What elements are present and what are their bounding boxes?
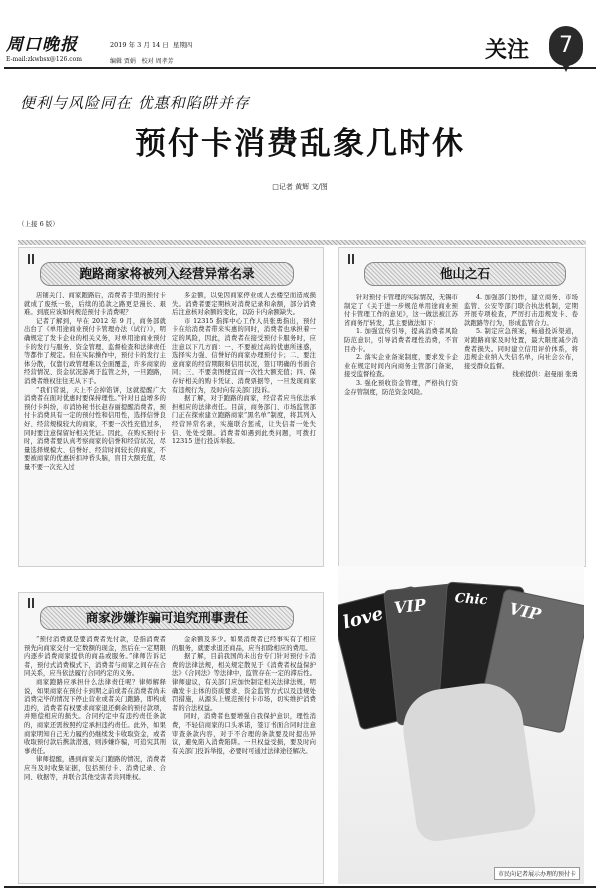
prepaid-card: love [338, 585, 446, 730]
box2-paragraph: 律师提醒，遇到商家关门跑路的情况，消费者应当及时收集证据，包括预付卡、消费记录、合同、收据等，并联合其他受害者共同维权。 [24, 756, 166, 781]
sidebar-paragraph: 2. 落实企业备案制度，要求发卡企业在规定时间内向商务主管部门备案，接受监督检查。 [344, 354, 458, 379]
box2-paragraph: 同时，消费者也要增强自我保护意识，理性消费，不轻信商家的口头承诺，签订书面合同时注意审查条款内容，对于不合理的条款要及时提出异议，避免陷入消费陷阱。一旦权益受损，要及时向有关部门投诉举报，必要时可通过法律途径解决。 [172, 713, 316, 755]
footer-rule [4, 886, 596, 888]
section-label: 关注 [485, 37, 530, 63]
top-shaded-band [18, 240, 586, 245]
box1-title: 跑路商家将被列入经营异常名录 [40, 262, 294, 286]
prepaid-card: VIP [477, 588, 584, 733]
header-rule [4, 67, 596, 69]
article-deck: 便利与风险同在 优惠和陷阱并存 [20, 94, 250, 112]
box1-marker [28, 254, 34, 264]
article-byline: □记者 黄辉 文/图 [272, 183, 328, 191]
issue-date: 2019 年 3 月 14 日 [110, 41, 169, 49]
sidebar-title: 他山之石 [364, 262, 566, 286]
box2-paragraph: “预付消费就是要消费者先付款，是指消费者预先向商家交付一定数额的现金，然后在一定期限内逐步消费商家提供的商品或服务。”律师告诉记者，预付式消费模式下，消费者与商家之间存在合同关系，应当依法履行合同约定的义务。 [24, 636, 166, 678]
box2-paragraph: 据了解，目前我国尚未出台专门针对预付卡消费的法律法规，相关规定散见于《消费者权益保护法》《合同法》等法律中，监管存在一定的滞后性。律师建议，有关部门应加快制定相关法律法规，明确发卡主体的资质要求、资金监管方式以及违规处罚措施，从源头上规范预付卡市场，切实维护消费者的合法权益。 [172, 653, 316, 712]
box2-marker [28, 598, 34, 608]
box1-column-right [172, 292, 316, 562]
page-number-badge: 7 [549, 26, 583, 66]
prepaid-card: Chic [437, 581, 524, 724]
article-headline: 预付卡消费乱象几时休 [135, 126, 465, 162]
newspaper-logo: 周口晚报 [6, 35, 78, 55]
sidebar-paragraph: 3. 强化预收资金管理，严格执行资金存管制度，防范资金风险。 [344, 379, 458, 396]
editor-name: 编辑 贾娟 [110, 58, 136, 65]
prepaid-card: VIP [383, 582, 477, 726]
sidebar-column-right [464, 294, 578, 464]
contact-email: E-mail:zkwbsx@126.com [6, 56, 82, 63]
prepaid-cards-photo [338, 566, 584, 884]
box2-column-left [24, 636, 166, 876]
sidebar-paragraph: 线索提供：赵曼丽 张勇 [512, 371, 578, 379]
box1-paragraph: 市 12315 指挥中心工作人员张勇指出，预付卡在给消费者带来实惠的同时，消费者也承担着一定的风险，因此，消费者在接受预付卡服务时，应注意以下几方面：一、不要被过高的优惠所迷惑，选择实力强、信誉好的商家办理预付卡；二、要注意商家的经营期限和信用状况，签订明确的书面合同；三、不要贪图便宜而一次性大额充值；四、保存好相关的购卡凭证、消费票据等，一旦发现商家有违规行为，及时向有关部门投诉。 [172, 317, 316, 394]
hand-holding-cards [398, 678, 538, 843]
sidebar-paragraph: 1. 加强宣传引导，提高消费者风险防范意识，引导消费者理性消费，不盲目办卡。 [344, 328, 458, 353]
box2-column-right [172, 636, 316, 876]
photo-caption: 市民向记者展示办理的预付卡 [494, 867, 580, 880]
issue-date-line [110, 40, 192, 49]
sidebar-paragraph: 4. 加强部门协作，建立商务、市场监管、公安等部门联合执法机制，定期开展专项检查，严厉打击违规发卡、卷款跑路等行为，形成监管合力。 [464, 294, 578, 327]
sidebar-column-left [344, 294, 458, 464]
sidebar-paragraph: 针对预付卡管理的实际情况，无锡市制定了《关于进一步规范单用途商业预付卡管理工作的意见》，这一做法被江苏省商务厅转发，其主要做法如下： [344, 294, 458, 327]
box1-paragraph: 记者了解到，早在 2012 年 9 月，商务部就出台了《单用途商业预付卡管理办法（试行）》，明确规定了发卡企业的相关义务，对单用途商业预付卡的发行与服务、资金管理、监督检查和法律责任等都作了规定。但在实际操作中，预付卡的发行主体分散，仅靠行政管理难以全面覆盖，许多商家的经营情况、资金状况游离于监管之外，一旦跑路，消费者维权往往无从下手。 [24, 317, 166, 385]
sidebar-paragraph: 5. 制定应急预案，畅通投诉渠道，对跑路商家及时处置，最大限度减少消费者损失。同时建立信用评价体系，将违规企业纳入失信名单，向社会公布，接受群众监督。 [464, 328, 578, 370]
box1-paragraph: “我们常说，天上不会掉馅饼，这就提醒广大消费者在面对优惠时要保持理性。”针对日益增多的预付卡纠纷，市消协秘书长赵春丽提醒消费者，预付卡消费具有一定的预付性和信用性，选择信誉良好、经营规模较大的商家，不要一次性充值过多，同时要注意保留好相关凭证。因此，在购买预付卡时，消费者要认真考察商家的信誉和经营状况，尽量选择规模大、信誉好、经营时间较长的商家，不要被商家的优惠折扣冲昏头脑，盲目大额充值，尽量不要一次充入过 [24, 386, 166, 471]
box1-paragraph: 店铺关门、商家跑路后，消费者手里的预付卡就成了废纸一张，后续的追款之路更是漫长、艰难。到底应该如何规范预付卡消费呢？ [24, 292, 166, 317]
issue-weekday: 星期四 [172, 41, 193, 49]
box1-paragraph: 多金额，以免因商家停业或人去楼空而造成损失。消费者要定期核对消费记录和余额，部分消费后注意核对余额的变化，以防卡内余额缺失。 [172, 292, 316, 317]
box2-title: 商家涉嫌诈骗可追究刑事责任 [40, 606, 294, 630]
box1-paragraph: 据了解，对于跑路的商家，经营者应当依法承担相应的法律责任。目前，商务部门、市场监管部门正在探索建立跑路商家“黑名单”制度，将其列入经营异常名录，实施联合惩戒，让失信者一处失信、处处受限。消费者如遇到此类问题，可拨打 12315 进行投诉举报。 [172, 395, 316, 446]
box2-paragraph: 金余额及多少。如果消费者已经事实有了相应的服务，就要求退还商品，应当扣除相应的费用。 [172, 636, 316, 652]
box2-paragraph: 商家跑路应承担什么法律责任呢？律师解释说，如果商家在预付卡到期之前或者在消费者尚未消费完毕的情况下停止营业或者关门跑路，即构成违约，消费者有权要求商家退还剩余的预付款项，并赔偿相应的损失。合同约定中有违约责任条款的，商家还需按照约定承担违约责任。此外，如果商家明知自己无力履约仍继续发卡收取资金，或者收取预付款后携款潜逃，则涉嫌诈骗，可追究其刑事责任。 [24, 678, 166, 755]
editor-credits [110, 56, 174, 65]
sidebar-marker [348, 254, 354, 264]
box1-column-left [24, 292, 166, 562]
checker-name: 校对 周孝芳 [141, 58, 174, 65]
continued-from-note: （上接 6 版） [18, 220, 59, 228]
